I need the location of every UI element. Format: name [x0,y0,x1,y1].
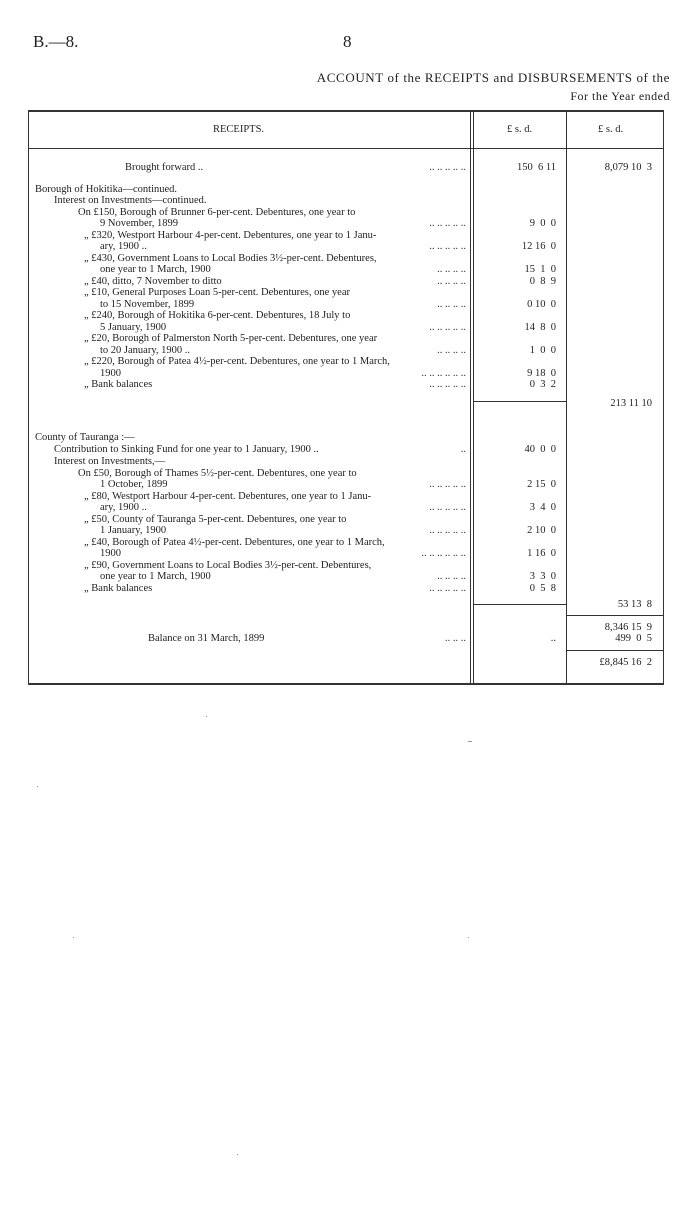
amount-col1: 0 5 8 [529,583,556,594]
amount-col2: 499 0 5 [615,633,652,644]
receipt-line: „ £20, Borough of Palmerston North 5-per-cent. Debentures, one year [84,333,378,344]
table-left-border [28,110,29,685]
scan-speck [468,741,472,742]
total-rule-upper [567,615,663,616]
amount-col1: 9 0 0 [529,218,556,229]
receipt-line: „ Bank balances [84,583,153,594]
receipt-line: „ £320, Westport Harbour 4-per-cent. Debentures, one year to 1 Janu- [84,230,377,241]
receipt-line: „ £50, County of Tauranga 5-per-cent. Debentures, one year to [84,514,347,525]
receipt-line: On £50, Borough of Thames 5½-per-cent. Debentures, one year to [78,468,357,479]
leader-dots: .. .. .. .. .. [429,525,466,536]
leader-dots: .. .. .. .. .. [429,162,466,173]
leader-dots: .. .. .. [445,633,466,644]
subtotal-rule-tauranga [474,604,566,605]
leader-dots: .. .. .. .. .. .. [421,548,466,559]
col2-header: £ s. d. [598,124,624,135]
receipt-line: „ £430, Government Loans to Local Bodies 3½-per-cent. Debentures, [84,253,377,264]
receipt-line: 1 October, 1899 [100,479,168,490]
receipt-line: Contribution to Sinking Fund for one year to 1 January, 1900 .. [54,444,319,455]
receipt-line: „ £90, Government Loans to Local Bodies 3½-per-cent. Debentures, [84,560,372,571]
leader-dots: .. .. .. .. .. [429,479,466,490]
receipt-line: „ £80, Westport Harbour 4-per-cent. Debentures, one year to 1 Janu- [84,491,372,502]
amount-col1: .. [550,633,556,644]
amount-col1: 2 15 0 [527,479,556,490]
leader-dots: .. .. .. .. [437,264,466,275]
receipt-line: „ £220, Borough of Patea 4½-per-cent. Debentures, one year to 1 March, [84,356,390,367]
amount-col1: 150 6 11 [517,162,556,173]
leader-dots: .. .. .. .. .. [429,322,466,333]
receipt-line: ary, 1900 .. [100,241,147,252]
receipt-line: County of Tauranga :— [35,432,135,443]
amount-col1: 14 8 0 [524,322,556,333]
leader-dots: .. .. .. .. [437,299,466,310]
leader-dots: .. .. .. .. .. [429,502,466,513]
receipts-header: RECEIPTS. [213,124,265,135]
amount-col1: 3 4 0 [529,502,556,513]
receipt-line: 5 January, 1900 [100,322,167,333]
leader-dots: .. .. .. .. [437,345,466,356]
column-divider-1 [470,110,471,685]
table-top-rule [28,110,664,112]
leader-dots: .. .. .. .. [437,276,466,287]
receipt-line: one year to 1 March, 1900 [100,571,211,582]
account-title: ACCOUNT of the RECEIPTS and DISBURSEMENTS of the [316,70,670,85]
receipt-line: 9 November, 1899 [100,218,179,229]
receipt-line: one year to 1 March, 1900 [100,264,211,275]
leader-dots: .. .. .. .. .. [429,379,466,390]
leader-dots: .. .. .. .. .. [429,218,466,229]
receipt-line: „ £10, General Purposes Loan 5-per-cent. Debentures, one year [84,287,350,298]
amount-col1: 40 0 0 [524,444,556,455]
column-divider-1-inner [473,110,474,685]
scan-speck [237,1154,238,1155]
leader-dots: .. .. .. .. [437,571,466,582]
receipt-line: „ Bank balances [84,379,153,390]
receipt-line: Interest on Investments—continued. [54,195,207,206]
scan-speck [206,716,207,717]
amount-col2: 213 11 10 [610,398,652,409]
scan-speck [468,937,469,938]
amount-col2: £8,845 16 2 [599,657,652,668]
receipt-line: Borough of Hokitika—continued. [35,184,178,195]
receipt-line: ary, 1900 .. [100,502,147,513]
receipt-line: On £150, Borough of Brunner 6-per-cent. Debentures, one year to [78,207,356,218]
receipt-line: Brought forward .. [125,162,204,173]
amount-col1: 1 16 0 [527,548,556,559]
receipt-line: Interest on Investments,— [54,456,166,467]
account-subtitle: For the Year ended [570,89,670,103]
amount-col2: 8,346 15 9 [604,622,652,633]
amount-col2: 8,079 10 3 [604,162,652,173]
leader-dots: .. .. .. .. .. .. [421,368,466,379]
amount-col1: 12 16 0 [521,241,556,252]
amount-col1: 9 18 0 [527,368,556,379]
amount-col2: 53 13 8 [617,599,652,610]
column-divider-2 [566,110,567,685]
amount-col1: 0 3 2 [529,379,556,390]
receipt-line: 1900 [100,368,121,379]
table-header-rule [28,148,664,149]
page-number: 8 [343,32,352,51]
leader-dots: .. .. .. .. .. [429,583,466,594]
amount-col1: 0 8 9 [529,276,556,287]
receipt-line: Balance on 31 March, 1899 [148,633,265,644]
receipt-line: to 15 November, 1899 [100,299,195,310]
receipt-line: 1 January, 1900 [100,525,167,536]
scan-speck [37,786,38,787]
scan-speck [73,937,74,938]
amount-col1: 1 0 0 [529,345,556,356]
receipt-line: „ £40, Borough of Patea 4½-per-cent. Debentures, one year to 1 March, [84,537,385,548]
total-rule-lower [567,650,663,651]
table-bottom-rule [28,683,664,685]
receipt-line: to 20 January, 1900 .. [100,345,191,356]
amount-col1: 2 10 0 [527,525,556,536]
col1-header: £ s. d. [507,124,533,135]
amount-col1: 15 1 0 [524,264,556,275]
subtotal-rule-hokitika [474,401,566,402]
amount-col1: 0 10 0 [527,299,556,310]
leader-dots: .. [460,444,466,455]
receipt-line: „ £40, ditto, 7 November to ditto [84,276,222,287]
receipt-line: 1900 [100,548,121,559]
receipt-line: „ £240, Borough of Hokitika 6-per-cent. Debentures, 18 July to [84,310,351,321]
document-code: B.—8. [33,32,79,51]
table-right-border [663,110,664,685]
amount-col1: 3 3 0 [529,571,556,582]
leader-dots: .. .. .. .. .. [429,241,466,252]
